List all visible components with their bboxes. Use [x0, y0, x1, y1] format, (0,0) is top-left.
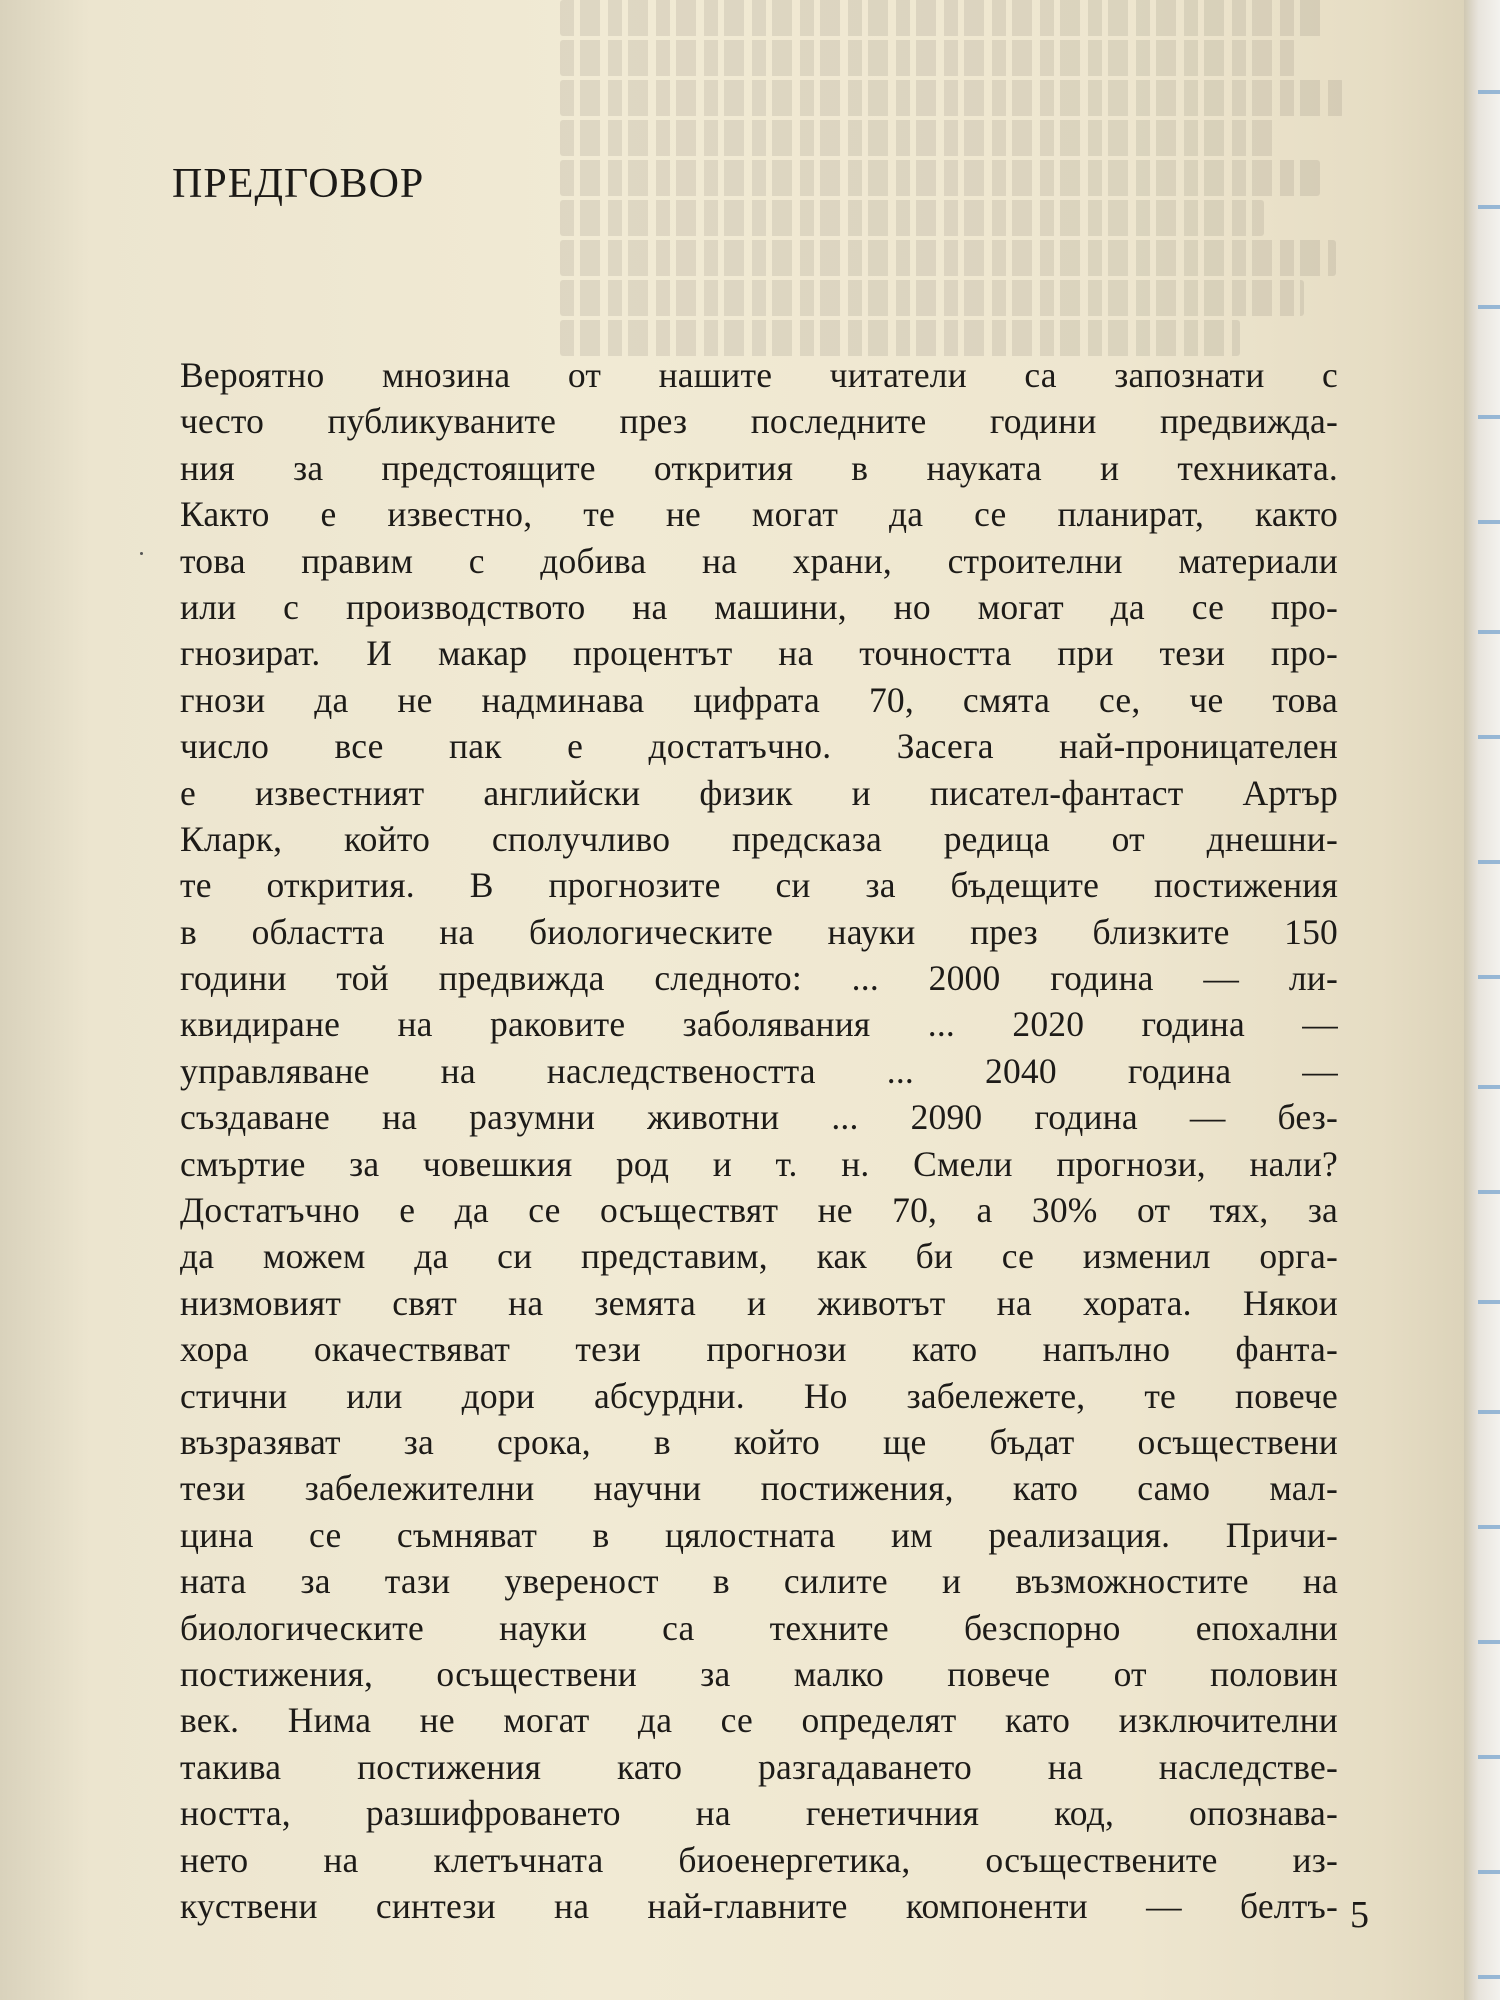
text-line: число все пак е достатъчно. Засега най-проницателен — [180, 726, 1338, 767]
text-line: смъртие за човешкия род и т. н. Смели прогнози, нали? — [180, 1143, 1338, 1184]
text-line: управляване на наследствеността ... 2040 година — — [180, 1050, 1338, 1091]
text-line: Вероятно мнозина от нашите читатели са запознати с — [180, 355, 1338, 395]
text-line: постижения, осъществени за малко повече от половин — [180, 1653, 1338, 1694]
text-line: куствени синтези на най-главните компоненти — белтъ- — [180, 1885, 1338, 1926]
text-line: хора окачествяват тези прогнози като напълно фанта- — [180, 1329, 1338, 1370]
text-line: гнозират. И макар процентът на точността при тези про- — [180, 633, 1338, 674]
text-line: гнози да не надминава цифрата 70, смята се, че това — [180, 679, 1338, 720]
notebook-edge — [1464, 0, 1500, 2000]
text-line: такива постижения като разгадаването на наследстве- — [180, 1746, 1338, 1787]
text-line: или с производството на машини, но могат да се про- — [180, 586, 1338, 627]
text-line: години той предвижда следното: ... 2000 година — ли- — [180, 958, 1338, 999]
text-line: ността, разшифроването на генетичния код, опознава- — [180, 1793, 1338, 1834]
text-line: стични или дори абсурдни. Но забележете, те повече — [180, 1375, 1338, 1416]
text-line: това правим с добива на храни, строителни материали — [180, 540, 1338, 581]
text-line: тези забележителни научни постижения, като само мал- — [180, 1468, 1338, 1509]
text-line: те открития. В прогнозите си за бъдещите постижения — [180, 865, 1338, 906]
page-number: 5 — [1350, 1894, 1369, 1936]
text-line: Достатъчно е да се осъществят не 70, а 30% от тях, за — [180, 1190, 1338, 1231]
text-line: век. Нима не могат да се определят като изключителни — [180, 1700, 1338, 1741]
text-line: създаване на разумни животни ... 2090 година — без- — [180, 1097, 1338, 1138]
text-line: възразяват за срока, в който ще бъдат осъществени — [180, 1421, 1338, 1462]
text-line: биологическите науки са техните безспорно епохални — [180, 1607, 1338, 1648]
text-line: да можем да си представим, как би се изменил орга- — [180, 1236, 1338, 1277]
text-line: нето на клетъчната биоенергетика, осъществените из- — [180, 1839, 1338, 1880]
text-line: ния за предстоящите открития в науката и техниката. — [180, 447, 1338, 488]
text-line: цина се съмняват в цялостната им реализация. Причи- — [180, 1514, 1338, 1555]
text-line: Кларк, който сполучливо предсказа редица от днешни- — [180, 818, 1338, 859]
page-heading: ПРЕДГОВОР — [172, 161, 425, 207]
text-line: ната за тази увереност в силите и възможностите на — [180, 1561, 1338, 1602]
text-line: често публикуваните през последните години предвижда- — [180, 401, 1338, 442]
paper-speck — [140, 552, 143, 555]
show-through-text — [560, 0, 1360, 380]
text-line: квидиране на раковите заболявания ... 2020 година — — [180, 1004, 1338, 1045]
text-line: низмовият свят на земята и животът на хората. Някои — [180, 1282, 1338, 1323]
text-line: е известният английски физик и писател-фантаст Артър — [180, 772, 1338, 813]
body-text — [180, 352, 1338, 1929]
text-line: Както е известно, те не могат да се планират, както — [180, 494, 1338, 535]
text-line: в областта на биологическите науки през близките 150 — [180, 911, 1338, 952]
